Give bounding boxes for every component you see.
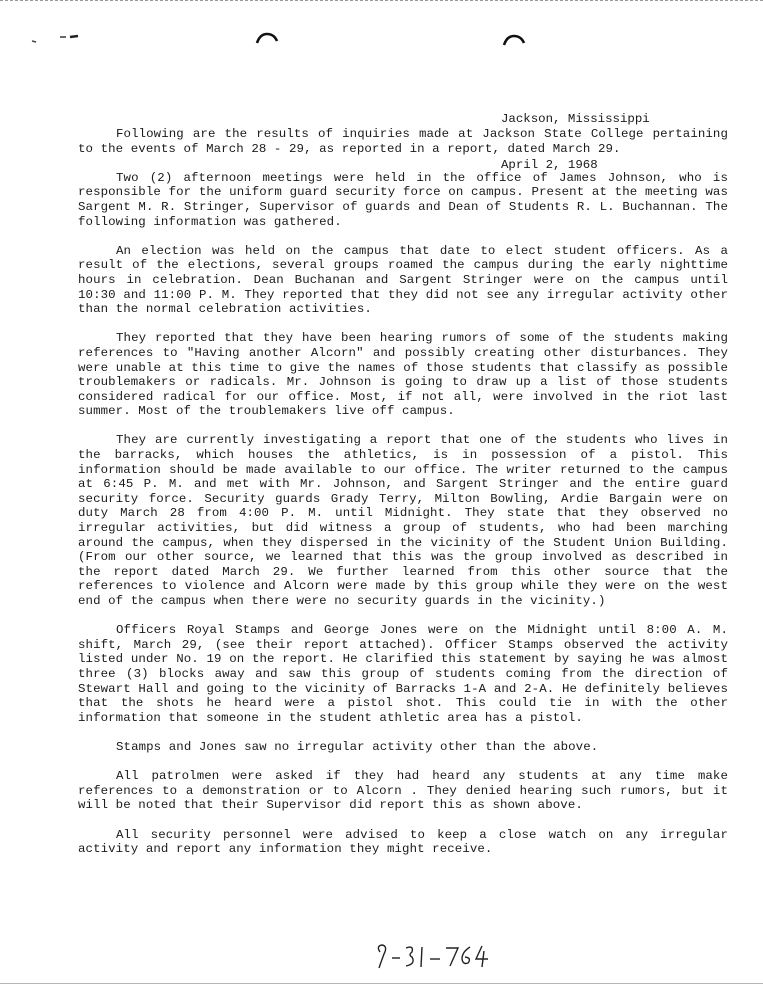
bottom-edge	[0, 983, 763, 984]
header-date: April 2, 1968	[501, 158, 598, 173]
paragraph: All patrolmen were asked if they had heard any students at any time make references to a demonstration or to Alcorn . They denied hearing such rumors, but it will be noted that their Supervisor did report this as shown above.	[78, 769, 728, 813]
report-body	[78, 127, 728, 871]
top-dashed-edge	[0, 0, 763, 1]
paragraph: Two (2) afternoon meetings were held in the office of James Johnson, who is responsible for the uniform guard security force on campus. Present at the meeting was Sargent M. R. Stringer, Supervisor of guards and Dean of Students R. L. Buchannan. The following information was gathered.	[78, 170, 728, 229]
paragraph: Stamps and Jones saw no irregular activity other than the above.	[116, 739, 599, 754]
punch-hole-mark-left	[254, 30, 280, 46]
scan-mark-dashes	[30, 30, 82, 46]
paragraph: They are currently investigating a report that one of the students who lives in the barracks, which houses the athletics, is in possession of a pistol. This information should be made available to our office. The writer returned to the campus at 6:45 P. M. and met with Mr. Johnson, and Sargent Stringer and the entire guard security force. Security guards Grady Terry, Milton Bowling, Ardie Bargain were on duty March 28 from 4:00 P. M. until Midnight. They state that they observed no irregular activities, but did witness a group of students, who had been marching around the campus, when they dispersed in the vicinity of the Student Union Building. (From our other source, we learned that this was the group involved as described in the report dated March 29. We further learned from this other source that the references to violence and Alcorn were made by this group while they were on the west end of the campus when there were no security guards in the vicinity.)	[78, 433, 728, 608]
paragraph: All security personnel were advised to keep a close watch on any irregular activity and report any information they might receive.	[78, 827, 728, 857]
handwritten-file-number	[374, 942, 494, 972]
punch-hole-mark-right	[501, 32, 527, 48]
paragraph: Officers Royal Stamps and George Jones were on the Midnight until 8:00 A. M. shift, March 29, (see their report attached). Officer Stamps observed the activity listed under No. 19 on the report. He clarified this statement by saying he was almost three (3) blocks away and saw this group of students coming from the direction of Stewart Hall and going to the vicinity of Barracks 1-A and 2-A. He definitely believes that the shots he heard were a pistol shot. This could tie in with the other information that someone in the student athletic area has a pistol.	[78, 623, 728, 725]
paragraph: An election was held on the campus that date to elect student officers. As a result of the elections, several groups roamed the campus during the early nighttime hours in celebration. Dean Buchanan and Sargent Stringer were on the campus until 10:30 and 11:00 P. M. They reported that they did not see any irregular activity other than the normal celebration activities.	[78, 243, 728, 317]
header-location: Jackson, Mississippi	[501, 112, 650, 127]
paragraph: Following are the results of inquiries made at Jackson State College pertaining to the events of March 28 - 29, as reported in a report, dated March 29.	[78, 127, 728, 156]
paragraph: They reported that they have been hearing rumors of some of the students making references to "Having another Alcorn" and possibly creating other disturbances. They were unable at this time to give the names of those students that classify as possible troublemakers or radicals. Mr. Johnson is going to draw up a list of those students considered radical for our office. Most, if not all, were involved in the riot last summer. Most of the troublemakers live off campus.	[78, 331, 728, 419]
